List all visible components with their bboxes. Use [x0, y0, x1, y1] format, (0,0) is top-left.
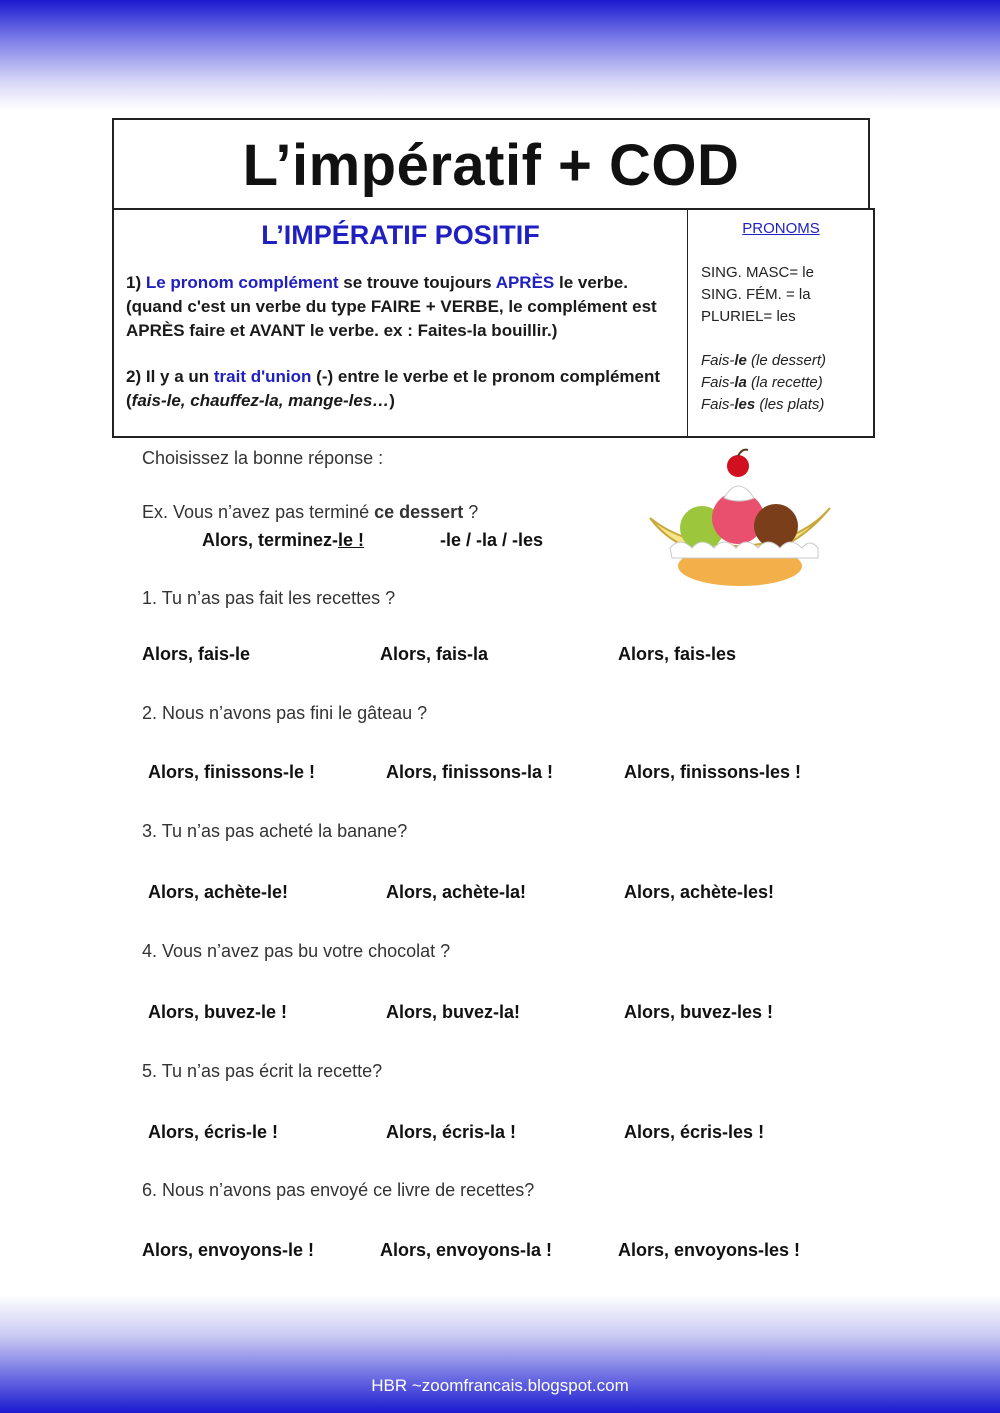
question-3: 3. Tu n’as pas acheté la banane?	[142, 821, 408, 841]
rule-2-highlight-hyphen: trait d'union	[213, 367, 312, 386]
option-3b[interactable]: Alors, achète-la!	[386, 882, 527, 902]
option-2c[interactable]: Alors, finissons-les !	[624, 762, 802, 782]
question-2: 2. Nous n’avons pas fini le gâteau ?	[142, 703, 428, 723]
page-title: L’impératif + COD	[242, 132, 740, 198]
rule-1-note: (quand c'est un verbe du type FAIRE + VERBE, le complément est APRÈS faire et AVANT le verbe. ex : Faites-la bouillir.)	[126, 297, 657, 340]
question-6: 6. Nous n’avons pas envoyé ce livre de recettes?	[142, 1180, 535, 1200]
option-2a[interactable]: Alors, finissons-le !	[148, 762, 316, 782]
option-3a[interactable]: Alors, achète-le!	[148, 882, 289, 902]
rule-1-highlight-apres: APRÈS	[495, 273, 555, 292]
pronoms-panel	[688, 210, 873, 436]
instruction: Choisissez la bonne réponse :	[142, 448, 384, 468]
option-4c[interactable]: Alors, buvez-les !	[624, 1002, 774, 1022]
example-options: -le / -la / -les	[440, 530, 544, 550]
question-1: 1. Tu n’as pas fait les recettes ?	[142, 588, 396, 608]
option-4b[interactable]: Alors, buvez-la!	[386, 1002, 521, 1022]
pronoms-heading: PRONOMS	[742, 220, 820, 237]
rule-1	[126, 271, 675, 343]
rule-1-text: se trouve toujours	[343, 273, 492, 292]
title-box	[112, 118, 870, 210]
rule-2-text-mid: (-) entre le verbe et le pronom complément (	[126, 367, 661, 410]
pronom-example: Fais-la (la recette)	[701, 374, 823, 391]
question-5: 5. Tu n’as pas écrit la recette?	[142, 1061, 383, 1081]
rule-2-text: Il y a un	[145, 367, 210, 386]
option-4a[interactable]: Alors, buvez-le !	[148, 1002, 288, 1022]
option-1b[interactable]: Alors, fais-la	[380, 644, 489, 664]
option-5c[interactable]: Alors, écris-les !	[624, 1122, 765, 1142]
option-2b[interactable]: Alors, finissons-la !	[386, 762, 554, 782]
option-1c[interactable]: Alors, fais-les	[618, 644, 737, 664]
pronom-example: Fais-les (les plats)	[701, 396, 825, 413]
rules-box	[112, 208, 875, 438]
banana-split-illustration	[640, 448, 840, 603]
option-6c[interactable]: Alors, envoyons-les !	[618, 1240, 801, 1260]
rule-1-number: 1)	[126, 273, 142, 292]
rule-2-number: 2)	[126, 367, 142, 386]
option-5a[interactable]: Alors, écris-le !	[148, 1122, 279, 1142]
example-question: Ex. Vous n’avez pas terminé ce dessert ?	[142, 502, 479, 522]
question-4: 4. Vous n’avez pas bu votre chocolat ?	[142, 941, 451, 961]
top-gradient-band	[0, 0, 1000, 110]
example-answer: Alors, terminez-le !	[202, 530, 365, 550]
rule-1-highlight-pronoun: Le pronom complément	[145, 273, 339, 292]
rule-1-text-end: le verbe.	[559, 273, 628, 292]
rule-2-text-end: )	[389, 391, 395, 410]
pronom-item: SING. FÉM. = la	[701, 286, 811, 303]
option-6b[interactable]: Alors, envoyons-la !	[380, 1240, 553, 1260]
pronom-item: SING. MASC= le	[701, 264, 814, 281]
pronom-item: PLURIEL= les	[701, 308, 796, 325]
rule-2-examples: fais-le, chauffez-la, mange-les…	[131, 391, 390, 410]
footer-credit: HBR ~zoomfrancais.blogspot.com	[371, 1376, 629, 1395]
option-3c[interactable]: Alors, achète-les!	[624, 882, 775, 902]
option-1a[interactable]: Alors, fais-le	[142, 644, 251, 664]
pronoms-examples	[701, 350, 861, 416]
rule-2	[126, 365, 675, 413]
pronom-example: Fais-le (le dessert)	[701, 352, 827, 369]
pronoms-list	[701, 262, 861, 328]
rules-panel	[114, 210, 688, 436]
option-6a[interactable]: Alors, envoyons-le !	[142, 1240, 315, 1260]
option-5b[interactable]: Alors, écris-la !	[386, 1122, 517, 1142]
rules-heading: L’IMPÉRATIF POSITIF	[261, 220, 540, 250]
